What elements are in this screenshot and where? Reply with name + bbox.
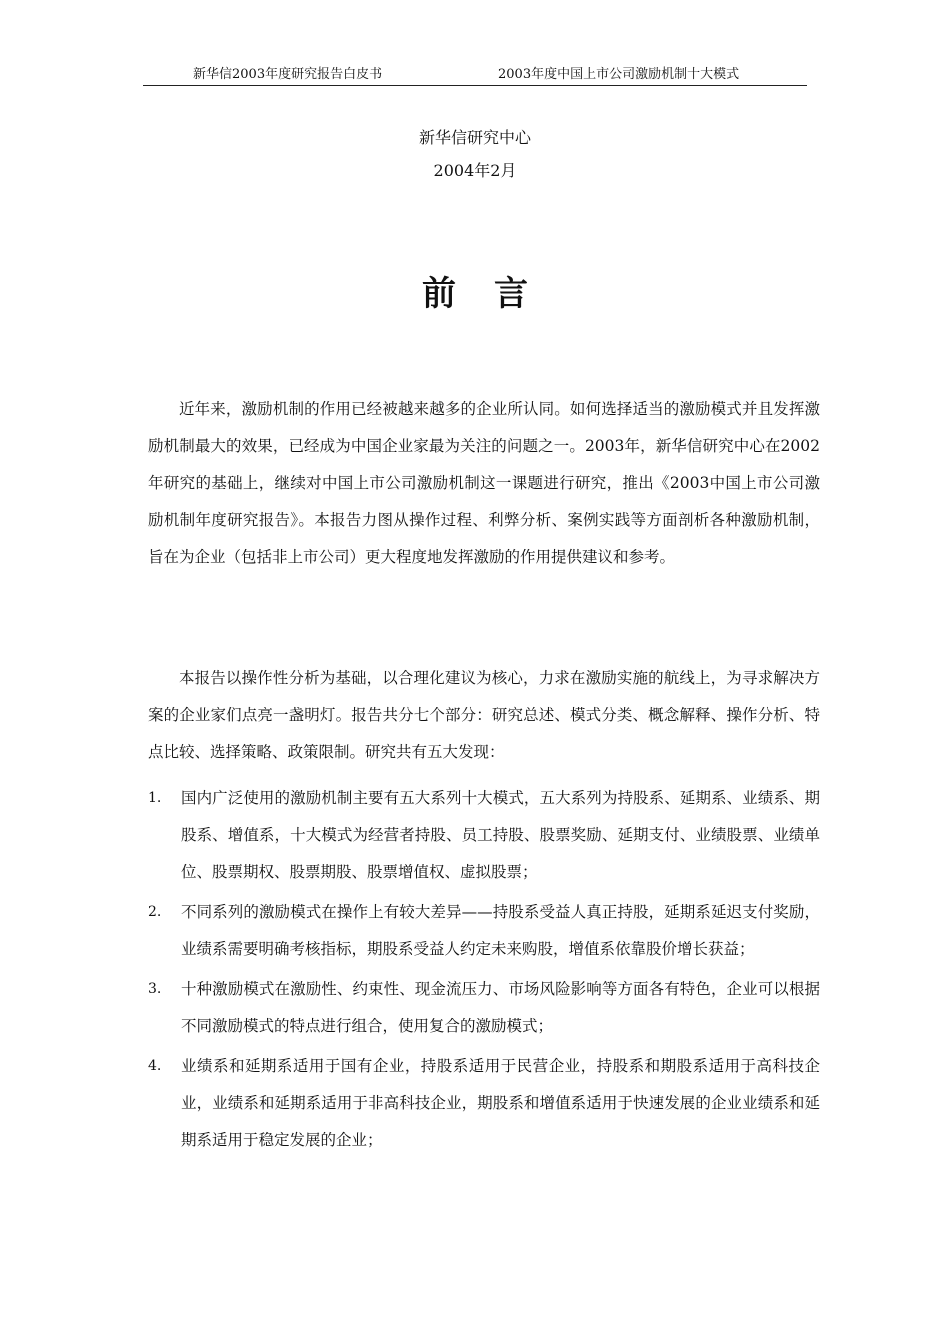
intro-paragraph-2: 本报告以操作性分析为基础，以合理化建议为核心，力求在激励实施的航线上，为寻求解决方案的企业家们点亮一盏明灯。报告共分七个部分：研究总述、模式分类、概念解释、操作分析、特点比较、选择策略、政策限制。研究共有五大发现： [148, 669, 820, 761]
header-right-title: 2003年度中国上市公司激励机制十大模式 [498, 67, 740, 82]
list-item-number: 2. [148, 904, 162, 920]
list-item-text: 十种激励模式在激励性、约束性、现金流压力、市场风险影响等方面各有特色，企业可以根据不同激励模式的特点进行组合，使用复合的激励模式； [181, 980, 820, 1035]
list-item-number: 1. [148, 790, 162, 806]
list-item-text: 不同系列的激励模式在操作上有较大差异——持股系受益人真正持股，延期系延迟支付奖励，业绩系需要明确考核指标，期股系受益人约定未来购股，增值系依靠股价增长获益； [181, 903, 820, 958]
header-left-title: 新华信2003年度研究报告白皮书 [193, 67, 383, 82]
list-item-text: 国内广泛使用的激励机制主要有五大系列十大模式，五大系列为持股系、延期系、业绩系、期股系、增值系，十大模式为经营者持股、员工持股、股票奖励、延期支付、业绩股票、业绩单位、股票期权、股票期股、股票增值权、虚拟股票； [181, 789, 820, 881]
page-title: 前言 [422, 274, 566, 314]
page-header [143, 66, 807, 86]
list-item-text: 业绩系和延期系适用于国有企业，持股系适用于民营企业，持股系和期股系适用于高科技企业，业绩系和延期系适用于非高科技企业，期股系和增值系适用于快速发展的企业业绩系和延期系适用于稳定发展的企业； [181, 1057, 820, 1149]
list-item-number: 4. [148, 1058, 162, 1074]
list-item [148, 894, 820, 968]
publication-date: 2004年2月 [433, 161, 517, 180]
intro-paragraph-1: 近年来，激励机制的作用已经被越来越多的企业所认同。如何选择适当的激励模式并且发挥激励机制最大的效果，已经成为中国企业家最为关注的问题之一。2003年，新华信研究中心在2002年研究的基础上，继续对中国上市公司激励机制这一课题进行研究，推出《2003中国上市公司激励机制年度研究报告》。本报告力图从操作过程、利弊分析、案例实践等方面剖析各种激励机制，旨在为企业（包括非上市公司）更大程度地发挥激励的作用提供建议和参考。 [148, 400, 820, 566]
list-item [148, 971, 820, 1045]
organization-name: 新华信研究中心 [418, 128, 531, 147]
findings-list [148, 780, 820, 1162]
list-item [148, 780, 820, 891]
list-item [148, 1048, 820, 1159]
list-item-number: 3. [148, 981, 162, 997]
